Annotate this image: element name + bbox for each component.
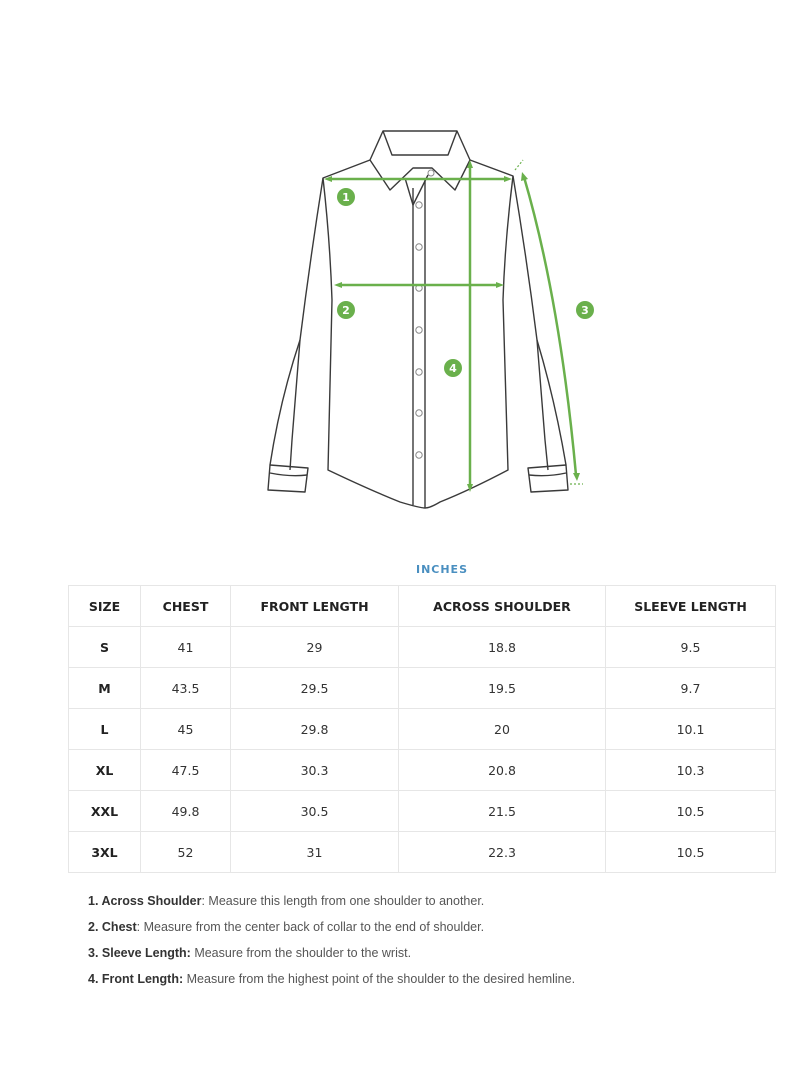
- note-chest: [88, 918, 575, 944]
- table-row: [69, 791, 776, 832]
- note-number: 1.: [88, 894, 102, 908]
- size-cell: S: [69, 627, 141, 668]
- chest-cell: 49.8: [141, 791, 231, 832]
- note-text: Measure from the shoulder to the wrist.: [194, 946, 412, 960]
- table-row: [69, 627, 776, 668]
- across-shoulder-cell: 20.8: [399, 750, 606, 791]
- sleeve-length-cell: 9.7: [606, 668, 776, 709]
- badge-2-number: 2: [342, 304, 350, 317]
- note-text: Measure this length from one shoulder to another.: [208, 894, 485, 908]
- header-size: SIZE: [69, 586, 141, 627]
- measurement-notes: [88, 892, 575, 996]
- table-row: [69, 832, 776, 873]
- note-number: 2.: [88, 920, 102, 934]
- sleeve-length-cell: 9.5: [606, 627, 776, 668]
- size-cell: XL: [69, 750, 141, 791]
- size-cell: L: [69, 709, 141, 750]
- header-across-shoulder: ACROSS SHOULDER: [399, 586, 606, 627]
- note-term: Across Shoulder: [101, 894, 202, 908]
- note-front-length: [88, 970, 575, 996]
- header-front-length: FRONT LENGTH: [231, 586, 399, 627]
- shirt-outline-icon: [0, 0, 800, 540]
- size-cell: M: [69, 668, 141, 709]
- note-separator: :: [201, 894, 209, 908]
- note-number: 4.: [88, 972, 102, 986]
- note-number: 3.: [88, 946, 102, 960]
- across-shoulder-cell: 21.5: [399, 791, 606, 832]
- chest-cell: 43.5: [141, 668, 231, 709]
- front-length-cell: 30.5: [231, 791, 399, 832]
- note-term: Front Length:: [101, 972, 184, 986]
- badge-1-number: 1: [342, 191, 350, 204]
- note-separator: :: [136, 920, 144, 934]
- shirt-measurement-diagram: [0, 0, 800, 540]
- note-across-shoulder: [88, 892, 575, 918]
- front-length-cell: 30.3: [231, 750, 399, 791]
- across-shoulder-cell: 18.8: [399, 627, 606, 668]
- note-text: Measure from the highest point of the shoulder to the desired hemline.: [186, 972, 576, 986]
- chest-cell: 52: [141, 832, 231, 873]
- sleeve-length-cell: 10.3: [606, 750, 776, 791]
- note-text: Measure from the center back of collar to the end of shoulder.: [143, 920, 485, 934]
- note-sleeve-length: [88, 944, 575, 970]
- badge-4-number: 4: [449, 362, 457, 375]
- front-length-cell: 29: [231, 627, 399, 668]
- front-length-cell: 29.8: [231, 709, 399, 750]
- table-row: [69, 709, 776, 750]
- table-row: [69, 668, 776, 709]
- size-chart-table: [68, 585, 776, 873]
- chest-cell: 45: [141, 709, 231, 750]
- header-chest: CHEST: [141, 586, 231, 627]
- header-sleeve-length: SLEEVE LENGTH: [606, 586, 776, 627]
- sleeve-length-cell: 10.5: [606, 791, 776, 832]
- size-cell: XXL: [69, 791, 141, 832]
- chest-cell: 47.5: [141, 750, 231, 791]
- across-shoulder-cell: 22.3: [399, 832, 606, 873]
- chest-cell: 41: [141, 627, 231, 668]
- size-cell: 3XL: [69, 832, 141, 873]
- across-shoulder-cell: 19.5: [399, 668, 606, 709]
- front-length-cell: 29.5: [231, 668, 399, 709]
- unit-label: INCHES: [415, 563, 468, 576]
- badge-3-number: 3: [581, 304, 589, 317]
- sleeve-length-cell: 10.5: [606, 832, 776, 873]
- front-length-cell: 31: [231, 832, 399, 873]
- note-term: Sleeve Length:: [101, 946, 191, 960]
- note-term: Chest: [101, 920, 137, 934]
- across-shoulder-cell: 20: [399, 709, 606, 750]
- table-row: [69, 750, 776, 791]
- sleeve-length-cell: 10.1: [606, 709, 776, 750]
- table-header-row: [69, 586, 776, 627]
